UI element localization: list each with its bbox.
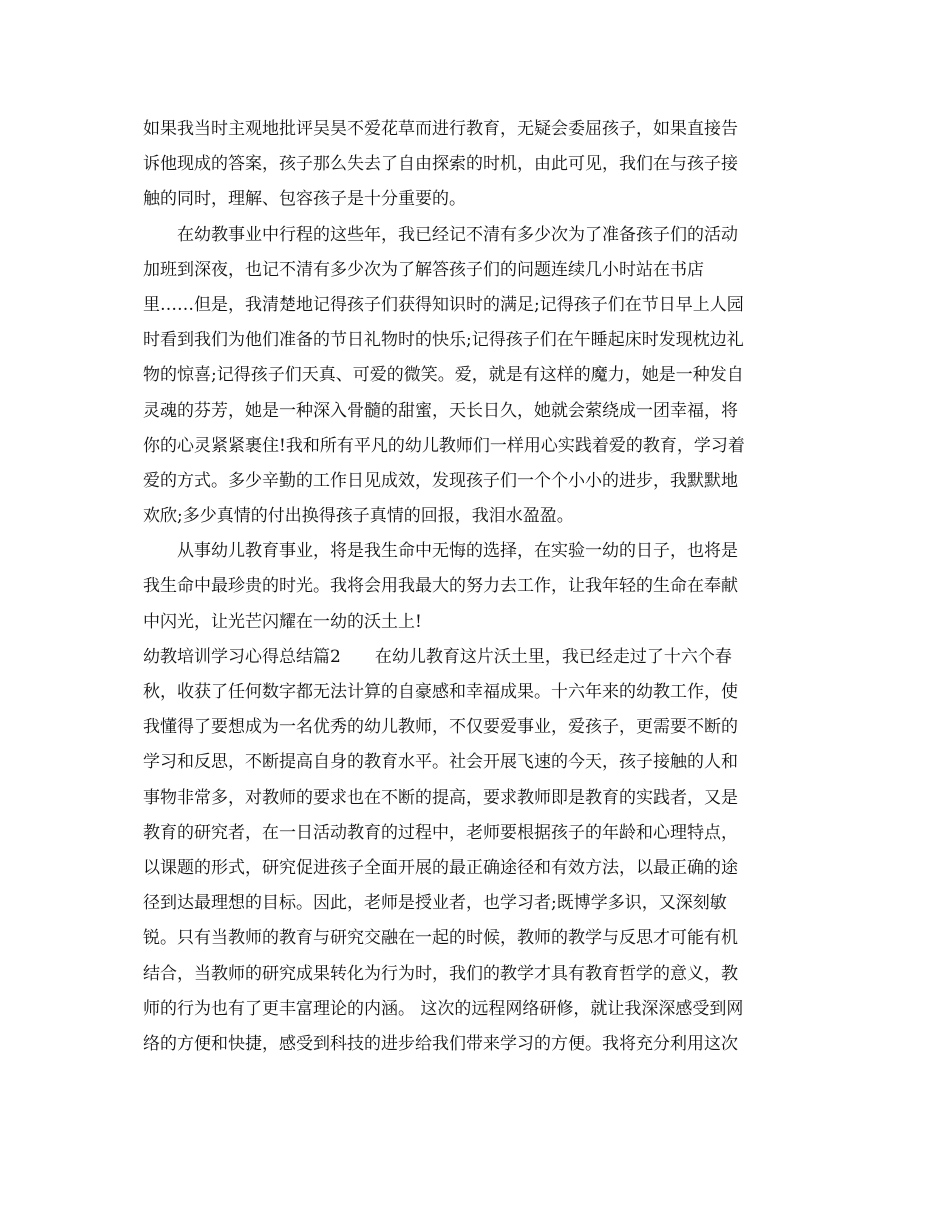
text-line: 时看到我们为他们准备的节日礼物时的快乐;记得孩子们在午睡起床时发现枕边礼 bbox=[143, 330, 744, 351]
text-line: 络的方便和快捷，感受到科技的进步给我们带来学习的方便。我将充分利用这次 bbox=[143, 1033, 738, 1054]
text-line: 教育的研究者，在一日活动教育的过程中，老师要根据孩子的年龄和心理特点， bbox=[143, 822, 738, 843]
text-line: 学习和反思，不断提高自身的教育水平。社会开展飞速的今天，孩子接触的人和 bbox=[143, 752, 738, 773]
text-line: 事物非常多，对教师的要求也在不断的提高，要求教师即是教育的实践者，又是 bbox=[143, 787, 738, 808]
text-line: 师的行为也有了更丰富理论的内涵。 这次的远程网络研修，就让我深深感受到网 bbox=[143, 998, 744, 1019]
text-line: 里……但是，我清楚地记得孩子们获得知识时的满足;记得孩子们在节日早上人园 bbox=[143, 294, 744, 315]
text-line: 爱的方式。多少辛勤的工作日见成效，发现孩子们一个个小小的进步，我默默地 bbox=[143, 470, 738, 491]
text-line: 以课题的形式，研究促进孩子全面开展的最正确途径和有效方法，以最正确的途 bbox=[143, 857, 738, 878]
text-line: 触的同时，理解、包容孩子是十分重要的。 bbox=[143, 189, 466, 210]
text-line: 我懂得了要想成为一名优秀的幼儿教师，不仅要爱事业，爱孩子，更需要不断的 bbox=[143, 717, 738, 738]
text-line: 从事幼儿教育事业，将是我生命中无悔的选择，在实验一幼的日子，也将是 bbox=[143, 541, 738, 562]
text-line: 如果我当时主观地批评吴昊不爱花草而进行教育，无疑会委屈孩子，如果直接告 bbox=[143, 119, 738, 139]
document-body bbox=[143, 112, 810, 1062]
text-line: 灵魂的芬芳，她是一种深入骨髓的甜蜜，天长日久，她就会萦绕成一团幸福，将 bbox=[143, 400, 738, 421]
text-line: 加班到深夜，也记不清有多少次为了解答孩子们的问题连续几小时站在书店 bbox=[143, 259, 704, 280]
text-line: 我生命中最珍贵的时光。我将会用我最大的努力去工作，让我年轻的生命在奉献 bbox=[143, 576, 738, 597]
text-line: 欢欣;多少真情的付出换得孩子真情的回报，我泪水盈盈。 bbox=[143, 506, 574, 527]
text-line: 诉他现成的答案，孩子那么失去了自由探索的时机，由此可见，我们在与孩子接 bbox=[143, 154, 738, 175]
text-line: 在幼教事业中行程的这些年，我已经记不清有多少次为了准备孩子们的活动 bbox=[143, 224, 738, 245]
text-line: 物的惊喜;记得孩子们天真、可爱的微笑。爱，就是有这样的魔力，她是一种发自 bbox=[143, 365, 744, 386]
text-line: 你的心灵紧紧裹住!我和所有平凡的幼儿教师们一样用心实践着爱的教育，学习着 bbox=[143, 435, 745, 456]
text-line: 锐。只有当教师的教育与研究交融在一起的时候，教师的教学与反思才可能有机 bbox=[143, 928, 738, 949]
text-line: 径到达最理想的目标。因此，老师是授业者，也学习者;既博学多识，又深刻敏 bbox=[143, 893, 727, 914]
text-line: 结合，当教师的研究成果转化为行为时，我们的教学才具有教育哲学的意义，教 bbox=[143, 963, 738, 984]
section-heading-line: 幼教培训学习心得总结篇2 在幼儿教育这片沃土里，我已经走过了十六个春 bbox=[143, 646, 732, 667]
text-line: 中闪光，让光芒闪耀在一幼的沃土上! bbox=[143, 611, 422, 632]
text-line: 秋，收获了任何数字都无法计算的自豪感和幸福成果。十六年来的幼教工作，使 bbox=[143, 682, 738, 702]
